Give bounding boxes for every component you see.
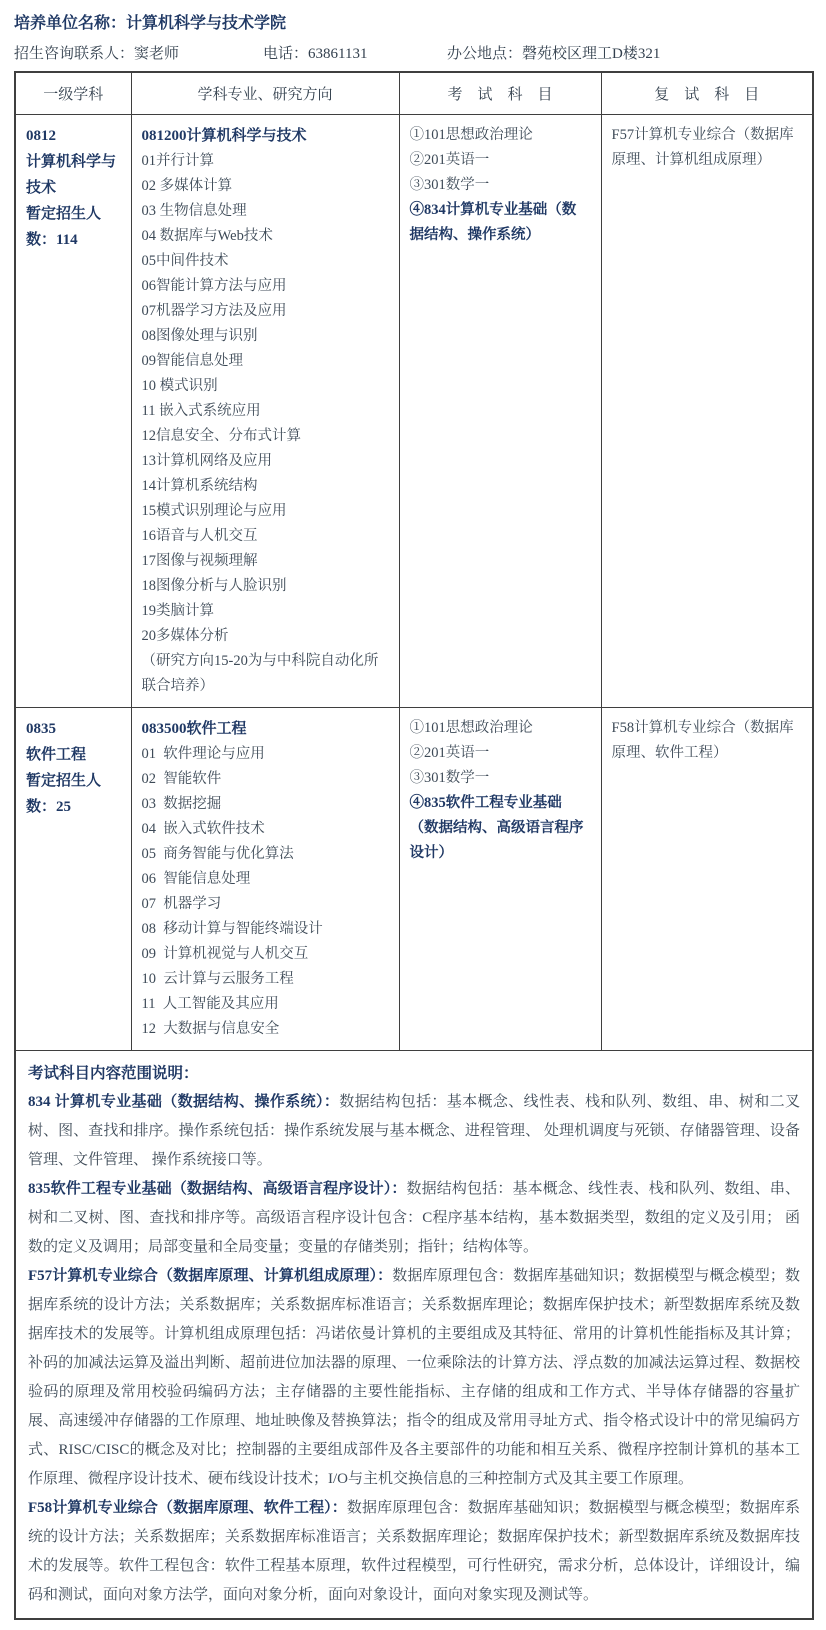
research-direction: 06 智能信息处理: [141, 871, 251, 887]
exam-subject: ①101思想政治理论: [409, 127, 533, 143]
unit-name: 计算机科学与技术学院: [126, 15, 287, 32]
research-direction: 17图像与视频理解: [141, 553, 258, 569]
research-direction: 15模式识别理论与应用: [141, 503, 287, 519]
discipline-quota: 暂定招生人数：25: [26, 773, 102, 815]
exam-subject: ①101思想政治理论: [409, 720, 533, 736]
exam-subject: ②201英语一: [409, 152, 490, 168]
note-f58-text: 数据库原理包含：数据库基础知识；数据模型与概念模型；数据库系统的设计方法；关系数据库；关系数据库标准语言；关系数据库理论；数据库保护技术；新型数据库系统及数据库技术的发展等。软件工程包含：软件工程基本原理，软件过程模型，可行性研究，需求分析，总体设计，详细设计，编码和测试，面向对象方法学，面向对象分析，面向对象设计，面向对象实现及测试等。: [28, 1500, 800, 1603]
research-direction: 12 大数据与信息安全: [141, 1021, 280, 1037]
note-835-label: 835软件工程专业基础（数据结构、高级语言程序设计）：: [28, 1181, 407, 1197]
research-direction: 14计算机系统结构: [141, 478, 258, 494]
research-direction: 11 嵌入式系统应用: [141, 403, 261, 419]
exam-subject: ③301数学一: [409, 770, 490, 786]
discipline-code: 0835: [26, 721, 56, 737]
research-direction: 08 移动计算与智能终端设计: [141, 921, 323, 937]
phone-label: 电话：: [263, 46, 309, 62]
retest-subject: F57计算机专业综合（数据库原理、计算机组成原理）: [611, 127, 794, 168]
research-direction: 04 数据库与Web技术: [141, 228, 273, 244]
discipline-name: 软件工程: [26, 747, 87, 763]
research-direction: 06智能计算方法与应用: [141, 278, 287, 294]
research-direction: 03 生物信息处理: [141, 203, 247, 219]
research-direction: 01 软件理论与应用: [141, 746, 265, 762]
office-segment: [447, 42, 660, 63]
directions-note: （研究方向15-20为与中科院自动化所联合培养）: [141, 653, 379, 694]
exam-subject-major: ④834计算机专业基础（数据结构、操作系统）: [409, 202, 577, 243]
note-835: [28, 1175, 800, 1262]
contact-label: 招生咨询联系人：: [14, 46, 135, 62]
research-direction: 09智能信息处理: [141, 353, 243, 369]
header-retest-subjects: 复 试 科 目: [601, 72, 813, 115]
header-exam-subjects: 考 试 科 目: [399, 72, 601, 115]
table-header-row: [15, 72, 813, 115]
contact-name: 窦老师: [134, 46, 180, 62]
note-834: [28, 1088, 800, 1175]
office-location: 磬苑校区理工D楼321: [522, 46, 661, 62]
unit-title-line: [14, 10, 812, 33]
note-f57-label: F57计算机专业综合（数据库原理、计算机组成原理）：: [28, 1268, 393, 1284]
discipline-cell: [15, 115, 131, 708]
note-f57: [28, 1262, 800, 1494]
retest-subject-cell: [601, 115, 813, 708]
research-direction: 12信息安全、分布式计算: [141, 428, 301, 444]
admissions-table: [14, 71, 814, 1620]
exam-subject: ③301数学一: [409, 177, 490, 193]
retest-subject-cell: [601, 708, 813, 1051]
exam-subjects-cell: [399, 708, 601, 1051]
research-direction: 09 计算机视觉与人机交互: [141, 946, 309, 962]
note-834-text: 数据结构包括：基本概念、线性表、栈和队列、数组、串、树和二叉树、图、查找和排序。操作系统包括：操作系统发展与基本概念、进程管理、 处理机调度与死锁、存储器管理、设备管理、文件管理、 操作系统接口等。: [28, 1094, 800, 1168]
directions-cell: [131, 115, 399, 708]
header-discipline: 一级学科: [15, 72, 131, 115]
exam-subject-major: ④835软件工程专业基础（数据结构、高级语言程序设计）: [409, 795, 584, 861]
phone-number: 63861131: [308, 46, 368, 62]
research-direction: 10 云计算与云服务工程: [141, 971, 294, 987]
note-f58: [28, 1494, 800, 1610]
discipline-cell: [15, 708, 131, 1051]
research-direction: 10 模式识别: [141, 378, 218, 394]
discipline-name: 计算机科学与技术: [26, 154, 117, 196]
note-f57-text: 数据库原理包含：数据库基础知识；数据模型与概念模型；数据库系统的设计方法；关系数据库；关系数据库标准语言；关系数据库理论；数据库保护技术；新型数据库系统及数据库技术的发展等。计算机组成原理包括：冯诺依曼计算机的主要组成及其特征、常用的计算机性能指标及其计算；补码的加减法运算及溢出判断、超前进位加法器的原理、一位乘除法的计算方法、浮点数的加减法运算过程、数据校验码的原理及常用校验码编码方法；主存储器的主要性能指标、主存储的组成和工作方式、半导体存储器的容量扩展、高速缓冲存储器的工作原理、地址映像及替换算法；指令的组成及常用寻址方式、指令格式设计中的常见编码方式、RISC/CISC的概念及对比；控制器的主要组成部件及各主要部件的功能和相互关系、微程序控制计算机的基本工作原理、微程序设计技术、硬布线设计技术；I/O与主机交换信息的三种控制方式及其主要工作原理。: [28, 1268, 800, 1487]
research-direction: 07机器学习方法及应用: [141, 303, 287, 319]
notes-title: 考试科目内容范围说明：: [28, 1065, 199, 1082]
research-direction: 03 数据挖掘: [141, 796, 222, 812]
program-title: 083500软件工程: [141, 721, 247, 737]
office-label: 办公地点：: [447, 46, 523, 62]
note-834-label: 834 计算机专业基础（数据结构、操作系统）：: [28, 1094, 340, 1110]
contact-line: [14, 42, 812, 64]
table-row-software-engineering: [15, 708, 813, 1051]
research-direction: 05 商务智能与优化算法: [141, 846, 294, 862]
exam-subject: ②201英语一: [409, 745, 490, 761]
research-direction: 16语音与人机交互: [141, 528, 258, 544]
research-direction: 05中间件技术: [141, 253, 229, 269]
research-direction: 13计算机网络及应用: [141, 453, 272, 469]
retest-subject: F58计算机专业综合（数据库原理、软件工程）: [611, 720, 794, 761]
table-row-computer-science: [15, 115, 813, 708]
research-direction: 11 人工智能及其应用: [141, 996, 279, 1012]
research-direction: 20多媒体分析: [141, 628, 229, 644]
research-direction: 19类脑计算: [141, 603, 214, 619]
directions-cell: [131, 708, 399, 1051]
exam-scope-notes: [15, 1051, 813, 1620]
research-direction: 07 机器学习: [141, 896, 222, 912]
research-direction: 02 智能软件: [141, 771, 222, 787]
research-direction: 01并行计算: [141, 153, 214, 169]
exam-subjects-cell: [399, 115, 601, 708]
unit-label: 培养单位名称：: [14, 15, 127, 32]
note-835-text: 数据结构包括：基本概念、线性表、栈和队列、数组、串、树和二叉树、图、查找和排序等。高级语言程序设计包含：C程序基本结构，基本数据类型，数组的定义及引用； 函数的定义及调用；局部变量和全局变量；变量的存储类别；指针；结构体等。: [28, 1181, 800, 1255]
research-direction: 18图像分析与人脸识别: [141, 578, 287, 594]
discipline-quota: 暂定招生人数：114: [26, 206, 102, 248]
research-direction: 02 多媒体计算: [141, 178, 233, 194]
discipline-code: 0812: [26, 128, 56, 144]
research-direction: 08图像处理与识别: [141, 328, 258, 344]
program-title: 081200计算机科学与技术: [141, 128, 307, 144]
research-direction: 04 嵌入式软件技术: [141, 821, 265, 837]
header-major-directions: 学科专业、研究方向: [131, 72, 399, 115]
phone-segment: [263, 42, 367, 63]
note-f58-label: F58计算机专业综合（数据库原理、软件工程）：: [28, 1500, 347, 1516]
notes-row: [15, 1051, 813, 1620]
